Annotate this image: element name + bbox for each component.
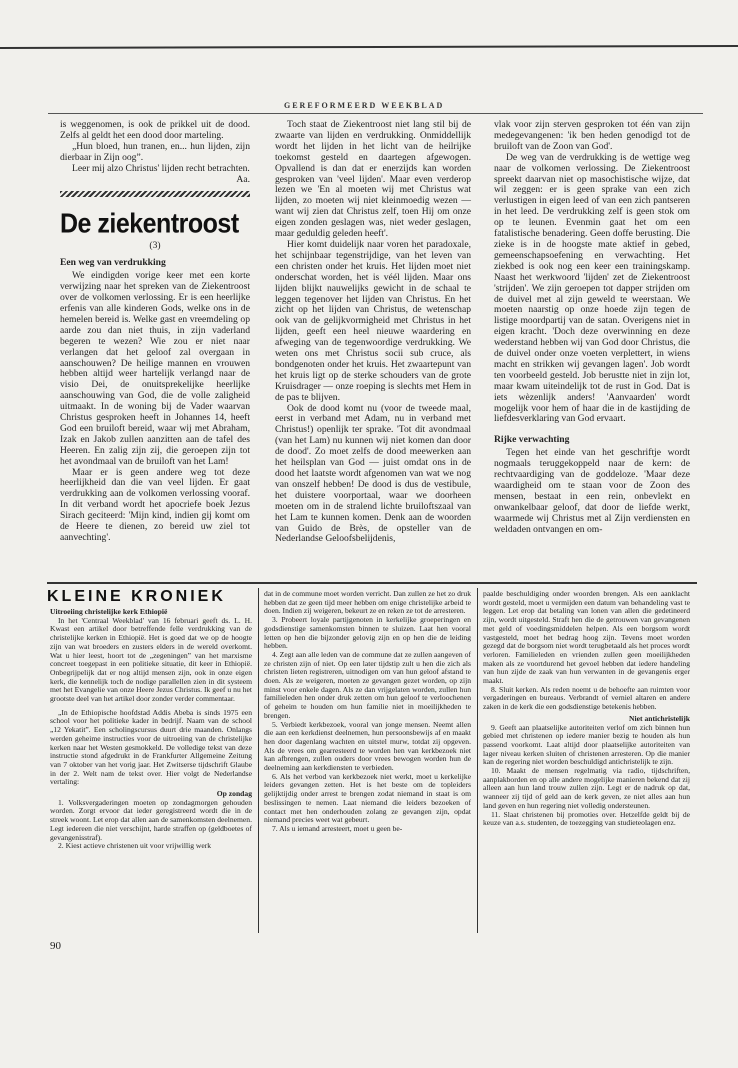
col3-para-2: Tegen het einde van het geschriftje wordt nogmaals teruggekoppeld naar de kern: de rechtvaardiging van de goddeloze. 'Maar deze waardigheid om te staan voor de Zoon des mensen, bestaat in een rein, onbevlekt en onwankelbaar geloof, dat door de liefde werkt, waarmede wij Christus met al Zijn verdiensten en weldaden ontvangen en om- [494,447,690,535]
kroniek-subheading: Uitroeiing christelijke kerk Ethiopië [50,607,168,616]
kroniek-k2-2: 4. Zegt aan alle leden van de commune dat ze zullen aangeven of ze christen zijn of niet. Op een later tijdstip zult u hen die zich als christen lieten registreren, uitnodigen om van hun geloof afstand te doen. Als ze weigeren, moeten ze gevangen gezet worden, op zijn minst voor enkele dagen. Als ze dan vrijgelaten worden, zullen hun familieleden hen onder druk zetten om hun geloof te verloochenen of geheim te houden om hun familie niet in moeilijkheden te brengen. [264,649,471,720]
kroniek-k1-after-1: 2. Kiest actieve christenen uit voor vrijwillig werk [58,841,212,851]
kroniek-column-1 [50,608,252,851]
kroniek-k1-0: In het 'Centraal Weekblad' van 16 februari geeft ds. L. H. Kwast een artikel door betreffende felle verdrukking van de christelijke kerken in Ethiopië. Het is goed dat we op de hoogte zijn van wat broeders en zusters elders in de wereld overkomt. Wat u hier leest, hoort tot de „zegeningen” van het marxisme concreet toegepast in een politieke situatie, dit keer in Ethiopië. Onbegrijpelijk dat er nog altijd mensen zijn, ook in onze eigen kerk, die kennelijk toch de nodige parallellen zien in dit systeem met het Evangelie van onze Heere Jezus Christus. Ik geef u nu het grootste deel van het artikel door zonder verder commentaar. [50,615,252,704]
col1-intro-1: „Hun bloed, hun tranen, en... hun lijden, zijn dierbaar in Zijn oog”. [60,140,250,163]
decorative-divider [60,191,250,197]
kroniek-k3-after-2: 11. Slaat christenen bij promoties over. Hetzelfde geldt bij de keuze van a.s. studenten, de toezegging van studieteolagen enz. [483,809,690,828]
column-divider-right [477,588,478,933]
kroniek-k3-after-1: 10. Maakt de mensen regelmatig via radio, tijdschriften, aanplakborden en op alle andere mogelijke manieren bekend dat zij alleen aan hun land trouw zullen zijn. Legt er de nadruk op dat, wanneer zij tijd of geld aan de kerk geven, ze niet alles aan hun land geven en hun regering niet volledig ondersteunen. [483,766,690,810]
page-top-edge [0,45,738,49]
column-2 [275,120,471,545]
column-3 [494,120,690,536]
kroniek-k2-3: 5. Verbiedt kerkbezoek, vooral van jonge mensen. Neemt allen die aan een kerkdienst deelnemen, hun persoonsbewijs af en maakt hen door dagenlang wachten en uitstel murw, totdat zij opgeven. Als de vrees om gearresteerd te worden hen van kerkbezoek niet kan afbrengen, zullen ouders door vrees bewogen worden hun de deelneming aan kerkdiensten te verbieden. [264,719,471,773]
article-title: De ziekentroost [60,208,239,240]
kroniek-column-2 [264,590,471,834]
part-number: (3) [149,240,161,252]
section-rule [47,582,697,584]
col3-para-0: vlak voor zijn sterven gesproken tot één van zijn medegevangenen: 'ik ben heden genodigd tot de bruiloft van de Zoon van God'. [494,119,690,152]
page-number: 90 [50,940,61,952]
subheading: Een weg van verdrukking [60,257,166,269]
running-header: GEREFORMEERD WEEKBLAD [284,101,445,110]
col2-para-2: Ook de dood komt nu (voor de tweede maal, eerst in verband met Adam, nu in verband met Christus!) openlijk ter sprake. 'Tot dit avondmaal (van het Lam) nu kunnen wij niet komen dan door de dood'. Zo moet zelfs de dood meewerken aan het heilsplan van God — juist omdat ons in de dood het laatste wordt afgenomen van wat we nog van onszelf hebben! De dood is dus de vestibule, het duistere voorportaal, waar we doorheen moeten om in de stralend lichte bruiloftszaal van het Lam te kunnen komen. Denk aan de woorden van Guido de Brès, de opsteller van de Nederlandse Geloofsbelijdenis, [275,402,471,545]
kroniek-k3-0: paalde beschuldiging onder woorden brengen. Als een aanklacht wordt gesteld, moet u vermijden een datum van behandeling vast te leggen. Let erop dat betaling van lonen van allen die gedetineerd zijn, wordt uitgesteld. Straft hen die de getrouwen van gevangenen met geld of voedingsmiddelen helpen. Als een borgsom wordt vastgesteld, moet het bedrag hoog zijn. Tevens moet worden gezegd dat de borgsom niet wordt terugbetaald als het proces wordt verloren. Familieleden en vrienden zullen geen moeilijkheden maken als ze voortdurend het gevoel hebben dat iedere handeling van hun zijde de zaak van hun verwanten in de gevangenis erger maakt. [483,589,690,686]
kroniek-k1-after-0: 1. Volksvergaderingen moeten op zondagmorgen gehouden worden. Zorgt ervoor dat ieder geregistreerd wordt die in de streek woont. Let erop dat allen aan de samenkomsten deelnemen. Legt iedereen die niet verschijnt, harde straffen op (geldboetes of gevangenisstraf). [50,797,252,842]
kroniek-k2-4: 6. Als het verbod van kerkbezoek niet werkt, moet u kerkelijke leiders gevangen zetten. Het is het beste om de topleiders gelijktijdig onder arrest te brengen zodat niemand in staat is om beslissingen te nemen. Laat niemand die leiders bezoeken of contact met hen onderhouden zolang ze gevangen zijn, opdat niemand precies weet wat gebeurt. [264,771,471,825]
kroniek-k3-after-0: 9. Geeft aan plaatselijke autoriteiten verlof om zich binnen hun gebied met christenen op iedere manier bezig te houden als hun passend voorkomt. Laat altijd door plaatselijke autoriteiten van lager niveau kerken sluiten of christenen arresteren. Op die manier kan de regering niet worden beschuldigd antichristelijk te zijn. [483,722,690,767]
kroniek-k1-1: „In de Ethiopische hoofdstad Addis Abeba is sinds 1975 een school voor het politieke kader in bedrijf. Naam van de school „12 Yekatit”. Een scholingscursus duurt drie maanden. Onlangs werden geheime instructies voor de uitroeiing van de christelijke kerken naar het Westen gesmokkeld. De volledige tekst van deze instructie stond afgedrukt in de Frankfurter Allgemeine Zeitung van 7 oktober van het vorig jaar. Het Zwitserse tijdschrift Glaube in der 2. Welt nam de tekst over. Hier volgt de Nederlandse vertaling: [50,707,252,787]
kroniek-column-3 [483,590,690,828]
kroniek-title: KLEINE KRONIEK [47,588,226,605]
col1-intro-0: is weggenomen, is ook de prikkel uit de dood. Zelfs al geldt het een dood door marteling. [60,119,250,141]
column-divider-left [258,588,259,933]
kroniek-head-zondag: Op zondag [216,789,252,799]
subheading-rijke: Rijke verwachting [494,434,570,446]
kroniek-k3-1: 8. Sluit kerken. Als reden noemt u de behoefte aan ruimten voor vergaderingen en bureaus. Verbrandt of verniel altaren en andere zaken in de kerk die een godsdienstige betekenis hebben. [483,684,690,712]
header-rule [48,113,703,114]
col3-para-1: De weg van de verdrukking is de wettige weg naar de volkomen verlossing. De Ziekentroost spreekt daarvan niet op masochistische wijze, dat wil zeggen: er is geen sprake van een zich verlustigen in eigen leed of van een zich pantseren in het leed. De verdrukking zelf is geen stok om op te leunen. Evenmin gaat het om een fatalistische benadering. Geen doffe berusting. Die zieke is in de hoogste mate aktief in gebed, gemeenschapsoefening en verwachting. Het ziekbed is ook nog een keer een trainingskamp. Naast het werkwoord 'lijden' zet de Ziekentroost 'strijden'. We zijn geroepen tot dapper strijden om de duivel met al zijn geweld te weerstaan. We moeten naarstig op onze hoede zijn tegen de listige moordpartij van de satan. Overigens niet in eigen kracht. 'Doch deze overwinning en deze wederstand hebben wij van God door Christus, die de duivel onder onze voeten verplettert, in wiens macht en strikken wij gevangen lagen'. Job wordt ten voorbeeld gesteld. Job berustte niet in zijn lot, maar kwam uiteindelijk tot de rust in God. Dat is iets wèzenlijk anders! 'Aanvaarden' wordt mogelijk voor hem of haar die in de kastijding de liefdesverklaring van God ervaart. [494,151,690,425]
col2-para-1: Hier komt duidelijk naar voren het paradoxale, het schijnbaar tegenstrijdige, van het leven van een christen onder het kruis. Het lijden moet niet onderschat worden, het is véél lijden. Maar ons lijden blijkt nauwelijks gewicht in de schaal te leggen tegenover het lijden van Christus. En het zicht op het lijden van Christus, de wetenschap ook van de gelijkvormigheid met Christus in het lijden, geeft een heel nieuwe waardering en afweging van de tegenwoordige verdrukking. We weten ons met Christus socii sub cruce, als bondgenoten onder het kruis. Het zwaartepunt van het kruis ligt op de sterke schouders van de grote Kruisdrager — onze roeping is slechts met Hem in de pas te blijven. [275,238,471,403]
kroniek-k2-1: 3. Probeert loyale partijgenoten in kerkelijke groeperingen en godsdienstige samenkomsten binnen te sluizen. Laat hen vooral letten op hen die bijzonder gelovig zijn en op hen die de leiding hebben. [264,615,471,651]
signature: Aa. [236,173,250,185]
kroniek-k2-5: 7. Als u iemand arresteert, moet u geen be- [272,823,403,833]
kroniek-k2-0: dat in de commune moet worden verricht. Dan zullen ze het zo druk hebben dat ze geen tijd meer hebben om enige christelijke arbeid te doen. Indien zij weigeren, bekeurt ze en reken ze tot de arresteren. [264,589,471,616]
col1-para-0: We eindigden vorige keer met een korte verwijzing naar het spreken van de Ziekentroost over de volkomen verlossing. Er is een heerlijke erfenis van alle kinderen Gods, welke ons in de hemelen bereid is. Welke gast en vreemdeling op aarde zou dan niet thuis, in zijn vaderland begeren te wezen? Wie zou er niet naar verlangen dat het geloof zal overgaan in aanschouwen? De heilige mannen en vrouwen hebben altijd weer hartelijk verlangd naar de visio Dei, de onuitsprekelijke heerlijke aanschouwing van God, die de volle zaligheid uitmaakt. In de woning bij de Vader waarvan Christus gesproken heeft in Johannes 14, heeft God een bruiloft bereid, waar wij met Abraham, Izak en Jakob zullen aanzitten aan de tafel des Heeren. En zalig zijn zij, die geroepen zijn tot het avondmaal van de bruiloft van het Lam! [60,270,250,467]
kroniek-head-niet: Niet antichristelijk [629,713,690,723]
column-1 [60,120,250,544]
col1-para-1: Maar er is geen andere weg tot deze heerlijkheid dan die van veel lijden. Er gaat verdrukking aan de volkomen verlossing vooraf. In dit verband wordt het apocriefe boek Jezus Sirach geciteerd: 'Mijn kind, indien gij komt om de Heere te dienen, zo bereid uw ziel tot aanvechting'. [60,466,250,543]
col1-intro-2: Leer mij alzo Christus' lijden recht betrachten. [72,162,250,174]
col2-para-0: Toch staat de Ziekentroost niet lang stil bij de zwaarte van lijden en verdrukking. Onmiddellijk wordt het lijden in het licht van de heilrijke toekomst gesteld en daartegen afgewogen. Opvallend is dan dat er enerzijds kan worden gesproken van 'veel lijden'. Maar even verderop lezen we 'En al moeten wij met Christus wat lijden, zo moeten wij niet kleinmoedig wezen — want wij zien dat Christus zelf, toen Hij om onze eigen zonden geslagen was, niet weder geslagen, maar geduldig geleden heeft'. [275,119,471,240]
